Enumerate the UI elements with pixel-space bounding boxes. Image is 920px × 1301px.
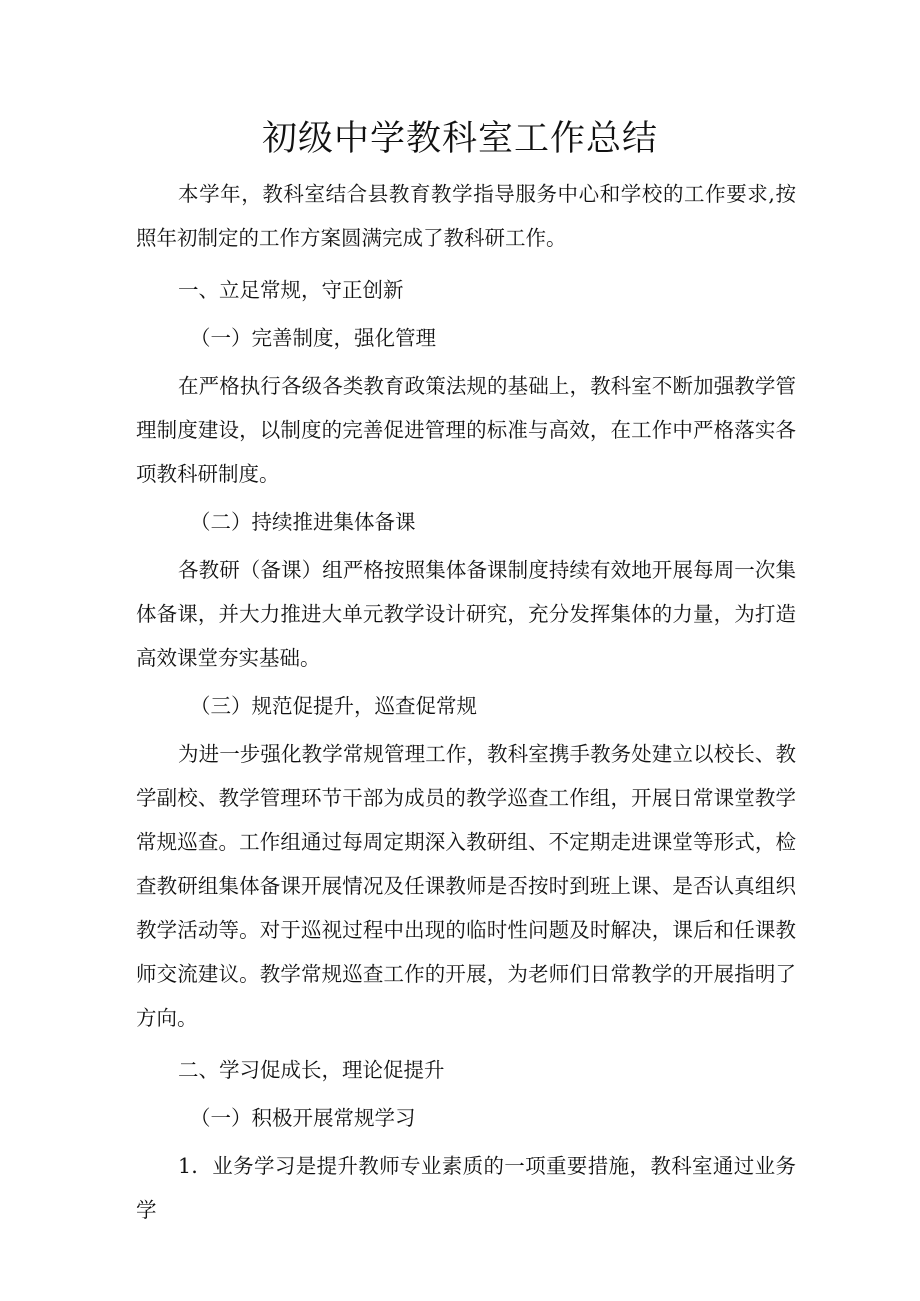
section-1-1-paragraph: 在严格执行各级各类教育政策法规的基础上，教科室不断加强教学管理制度建设，以制度的完善促进管理的标准与高效，在工作中严格落实各项教科研制度。 [136,374,796,486]
spacer [136,1040,796,1048]
section-1-3-heading: （三）规范促提升，巡查促常规 [190,694,477,718]
spacer [136,260,796,268]
section-1-2-paragraph: 各教研（备课）组严格按照集体备课制度持续有效地开展每周一次集体备课，并大力推进大单元教学设计研究，充分发挥集体的力量，为打造高效课堂夯实基础。 [136,558,796,670]
section-1-1-heading: （一）完善制度，强化管理 [190,326,436,350]
document-body [136,172,796,1232]
section-2-1-paragraph: 1．业务学习是提升教师专业素质的一项重要措施，教科室通过业务学 [136,1154,796,1222]
section-1-3-paragraph: 为进一步强化教学常规管理工作，教科室携手教务处建立以校长、教学副校、教学管理环节干部为成员的教学巡查工作组，开展日常课堂教学常规巡查。工作组通过每周定期深入教研组、不定期走进课堂等形式，检查教研组集体备课开展情况及任课教师是否按时到班上课、是否认真组织教学活动等。对于巡视过程中出现的临时性问题及时解决，课后和任课教师交流建议。教学常规巡查工作的开展，为老师们日常教学的开展指明了方向。 [136,742,796,1030]
document-title: 初级中学教科室工作总结 [261,119,658,159]
intro-paragraph: 本学年，教科室结合县教育教学指导服务中心和学校的工作要求,按照年初制定的工作方案圆满完成了教科研工作。 [136,182,796,250]
section-2-heading: 二、学习促成长，理论促提升 [178,1058,445,1082]
section-1-2-heading: （二）持续推进集体备课 [190,510,416,534]
section-2-1-heading: （一）积极开展常规学习 [190,1106,416,1130]
section-1-heading: 一、立足常规，守正创新 [178,278,404,302]
